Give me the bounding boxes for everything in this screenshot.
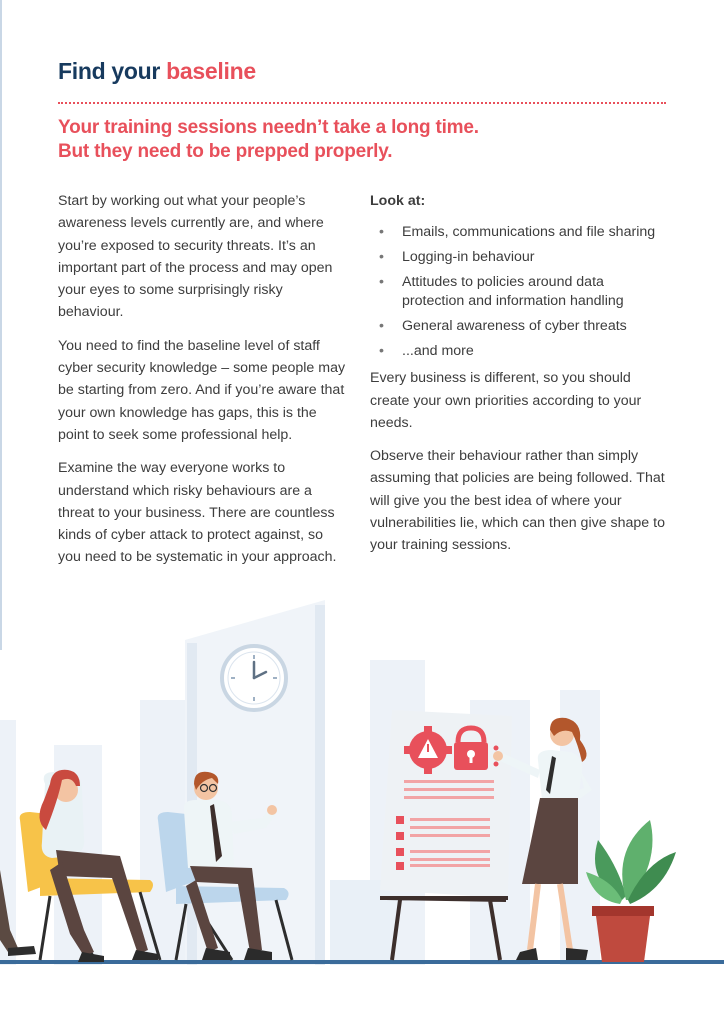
- title-prefix: Find your: [58, 58, 167, 84]
- paragraph: Start by working out what your people’s awareness levels currently are, and where you’re exposed to security threats. It’s an important part of the process and may open your eyes to some surprisingly risky behaviour.: [58, 193, 333, 321]
- training-session-illustration: [0, 600, 724, 980]
- paragraph: Examine the way everyone works to understand which risky behaviours are a threat to your business. There are countless kinds of cyber attack to protect against, so you need to be systematic in your approach.: [58, 460, 337, 566]
- list-item: • Emails, communications and file sharing: [370, 223, 670, 242]
- look-at-list: [370, 223, 670, 361]
- paragraph: Observe their behaviour rather than simply assuming that policies are being followed. That will give you the best idea of where your vulnerabilities lie, which can then give shape to your training sessions.: [370, 448, 665, 554]
- dotted-divider: [58, 102, 666, 104]
- list-item: • Attitudes to policies around data protection and information handling: [370, 273, 670, 311]
- list-item: • Logging-in behaviour: [370, 248, 670, 267]
- left-column: [58, 190, 348, 580]
- subtitle-line-1: Your training sessions needn’t take a long time.: [58, 117, 479, 138]
- list-item: • General awareness of cyber threats: [370, 317, 670, 336]
- list-item: • ...and more: [370, 342, 670, 361]
- paragraph: You need to find the baseline level of staff cyber security knowledge – some people may be starting from zero. And if you’re aware that your own knowledge has gaps, this is the point to seek some professional help.: [58, 337, 346, 443]
- clock-icon: [222, 646, 286, 710]
- subtitle-line-2: But they need to be prepped properly.: [58, 141, 393, 162]
- left-margin-rule: [0, 0, 2, 650]
- page-subtitle: [58, 116, 678, 164]
- title-accent: baseline: [166, 58, 256, 84]
- paragraph: Every business is different, so you should create your own priorities according to your needs.: [370, 370, 642, 431]
- look-at-heading: Look at:: [370, 193, 426, 209]
- page-title: [58, 58, 256, 85]
- right-column: [370, 190, 670, 568]
